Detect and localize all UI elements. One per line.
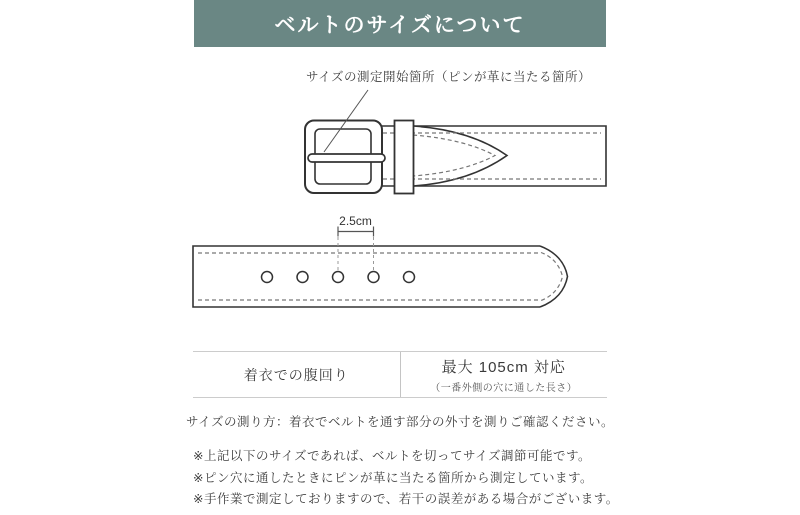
strap-outline: [193, 246, 540, 307]
belt-hole-5: [404, 272, 415, 283]
belt-strap-diagram: [193, 214, 568, 307]
measurement-start-annotation: サイズの測定開始箇所（ピンが革に当たる箇所）: [306, 70, 592, 84]
belt-hole-3: [333, 272, 344, 283]
belt-buckle-diagram: [305, 90, 606, 194]
max-size-value: 最大 105cm 対応: [441, 358, 566, 376]
notes-list: [193, 446, 619, 511]
belt-hole-1: [262, 272, 273, 283]
belt-hole-2: [297, 272, 308, 283]
size-table-value-cell: [401, 352, 608, 397]
size-table-label-cell: [193, 352, 401, 397]
note-line-3: ※手作業で測定しておりますので、若干の誤差がある場合がございます。: [193, 492, 619, 506]
max-size-note: （一番外側の穴に通した長さ）: [430, 382, 578, 394]
waist-measurement-label: 着衣での腹回り: [243, 366, 349, 383]
belt-hole-4: [368, 272, 379, 283]
buckle-pin: [308, 154, 385, 162]
belt-keeper-loop: [395, 121, 414, 194]
note-line-2: ※ピン穴に通したときにピンが革に当たる箇所から測定しています。: [193, 470, 593, 485]
hole-spacing-label: 2.5cm: [339, 214, 372, 228]
size-table: [193, 351, 607, 398]
measuring-instruction: サイズの測り方：着衣でベルトを通す部分の外寸を測りご確認ください。: [185, 415, 614, 429]
note-line-1: ※上記以下のサイズであれば、ベルトを切ってサイズ調節可能です。: [193, 449, 591, 463]
strap-tip-outline: [540, 246, 568, 307]
page-title: ベルトのサイズについて: [274, 13, 526, 37]
